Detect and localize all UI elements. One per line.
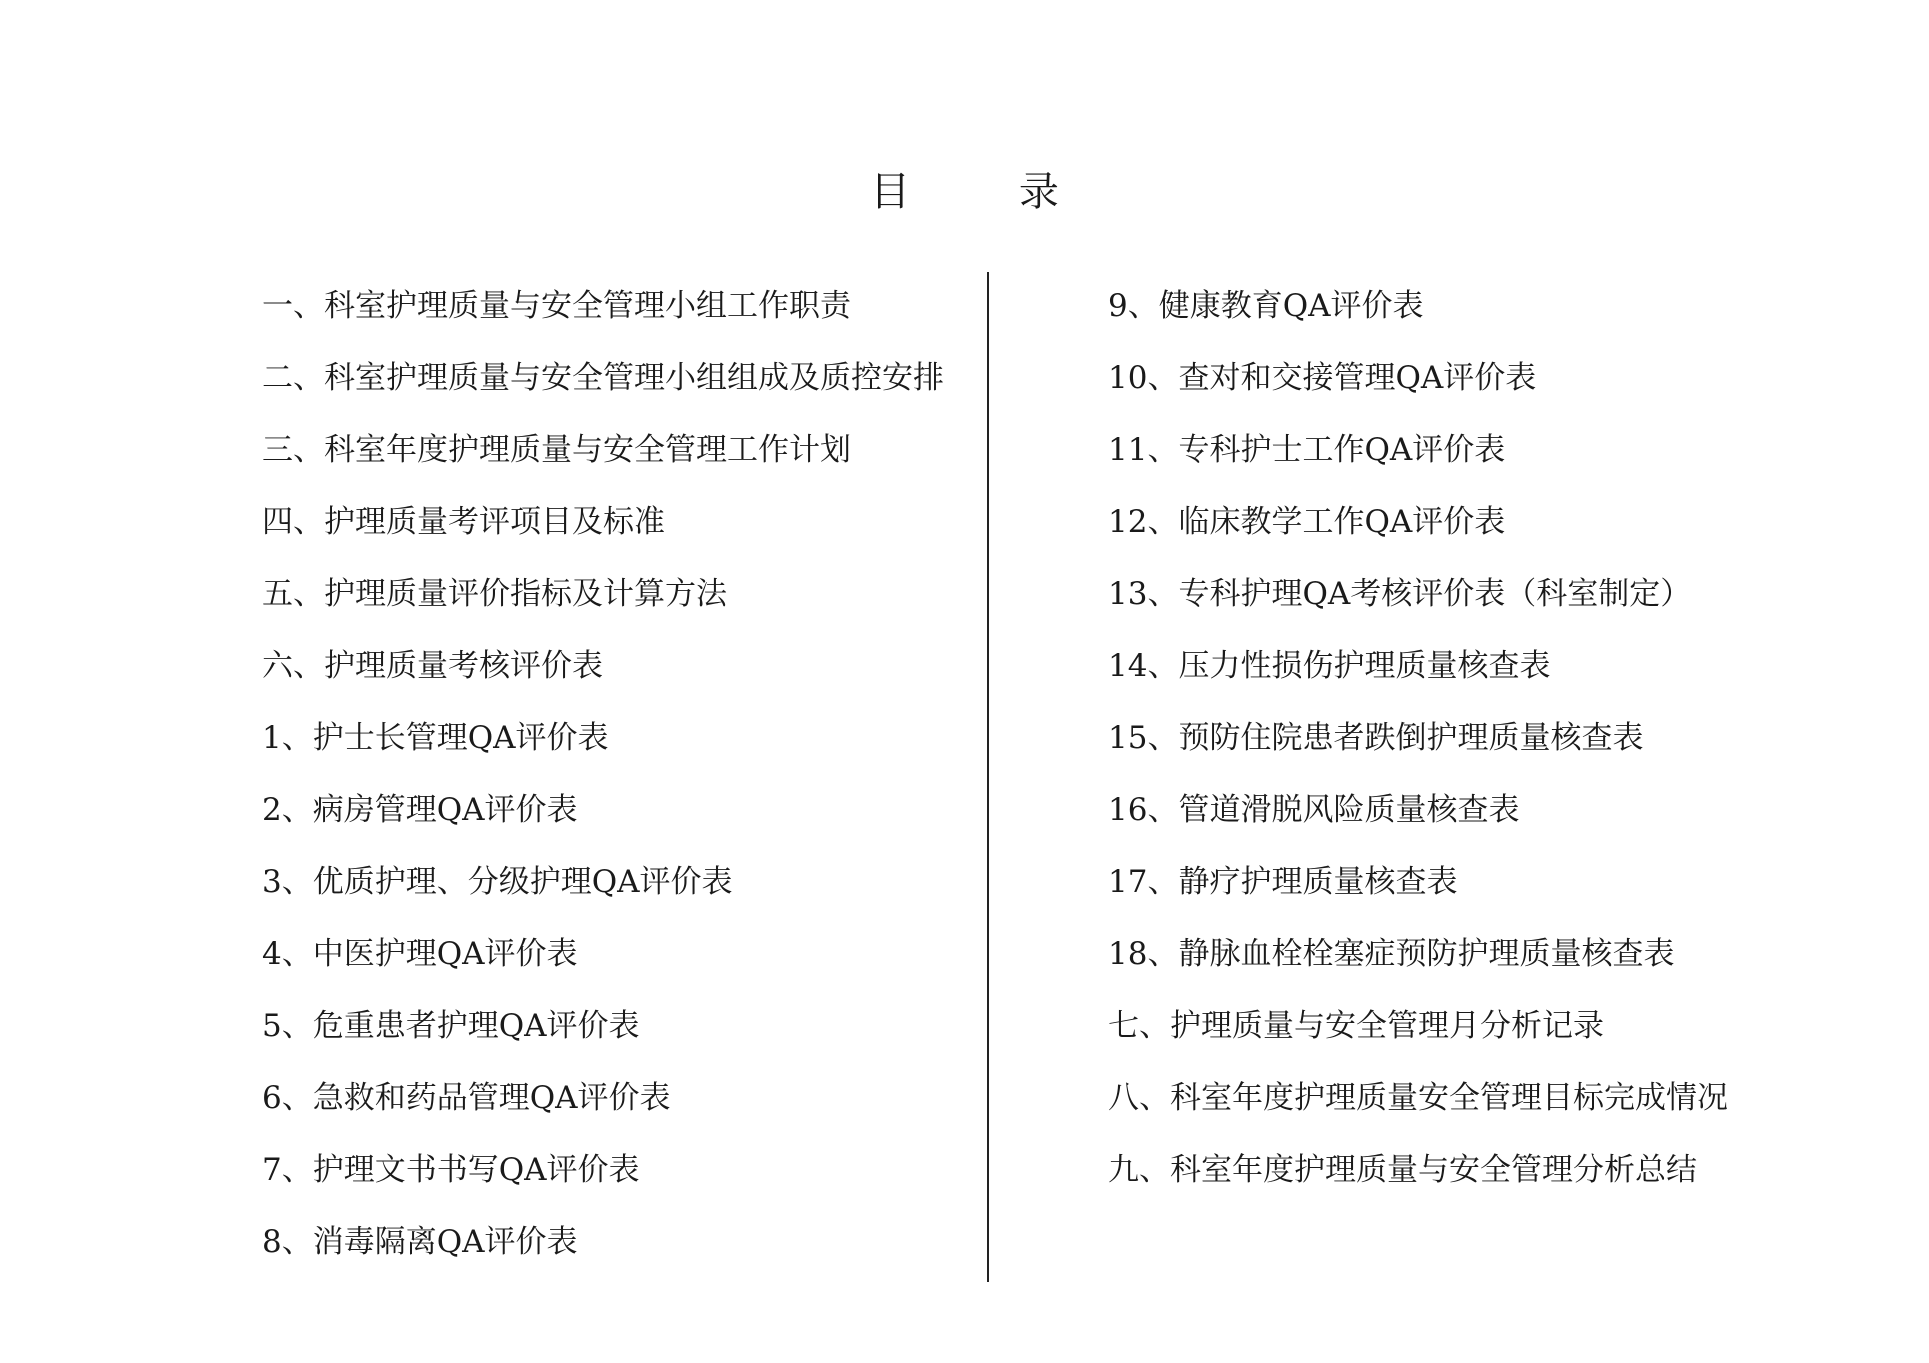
toc-item: 四、护理质量考评项目及标准 <box>262 504 665 540</box>
toc-item: 13、专科护理QA考核评价表（科室制定） <box>1108 576 1692 612</box>
toc-item: 五、护理质量评价指标及计算方法 <box>262 576 727 612</box>
toc-item: 6、急救和药品管理QA评价表 <box>262 1080 671 1116</box>
toc-item: 三、科室年度护理质量与安全管理工作计划 <box>262 432 851 468</box>
toc-item: 17、静疗护理质量核查表 <box>1108 864 1458 900</box>
column-divider <box>987 272 989 1282</box>
toc-item: 8、消毒隔离QA评价表 <box>262 1224 578 1260</box>
toc-item: 18、静脉血栓栓塞症预防护理质量核查表 <box>1108 936 1675 972</box>
toc-item: 九、科室年度护理质量与安全管理分析总结 <box>1108 1152 1697 1188</box>
toc-item: 7、护理文书书写QA评价表 <box>262 1152 640 1188</box>
toc-item: 八、科室年度护理质量安全管理目标完成情况 <box>1108 1080 1728 1116</box>
toc-item: 3、优质护理、分级护理QA评价表 <box>262 864 733 900</box>
toc-item: 12、临床教学工作QA评价表 <box>1108 504 1506 540</box>
toc-item: 二、科室护理质量与安全管理小组组成及质控安排 <box>262 360 944 396</box>
toc-item: 六、护理质量考核评价表 <box>262 648 603 684</box>
toc-item: 1、护士长管理QA评价表 <box>262 720 609 756</box>
toc-title: 目 录 <box>870 169 1107 215</box>
toc-item: 一、科室护理质量与安全管理小组工作职责 <box>262 288 851 324</box>
toc-item: 4、中医护理QA评价表 <box>262 936 578 972</box>
toc-left-column <box>262 283 982 1291</box>
toc-item: 2、病房管理QA评价表 <box>262 792 578 828</box>
toc-item: 七、护理质量与安全管理月分析记录 <box>1108 1008 1604 1044</box>
toc-right-column <box>1108 283 1888 1219</box>
toc-item: 14、压力性损伤护理质量核查表 <box>1108 648 1551 684</box>
toc-item: 10、查对和交接管理QA评价表 <box>1108 360 1537 396</box>
toc-item: 5、危重患者护理QA评价表 <box>262 1008 640 1044</box>
toc-item: 15、预防住院患者跌倒护理质量核查表 <box>1108 720 1644 756</box>
toc-item: 11、专科护士工作QA评价表 <box>1108 432 1506 468</box>
toc-item: 9、健康教育QA评价表 <box>1108 288 1424 324</box>
toc-item: 16、管道滑脱风险质量核查表 <box>1108 792 1520 828</box>
